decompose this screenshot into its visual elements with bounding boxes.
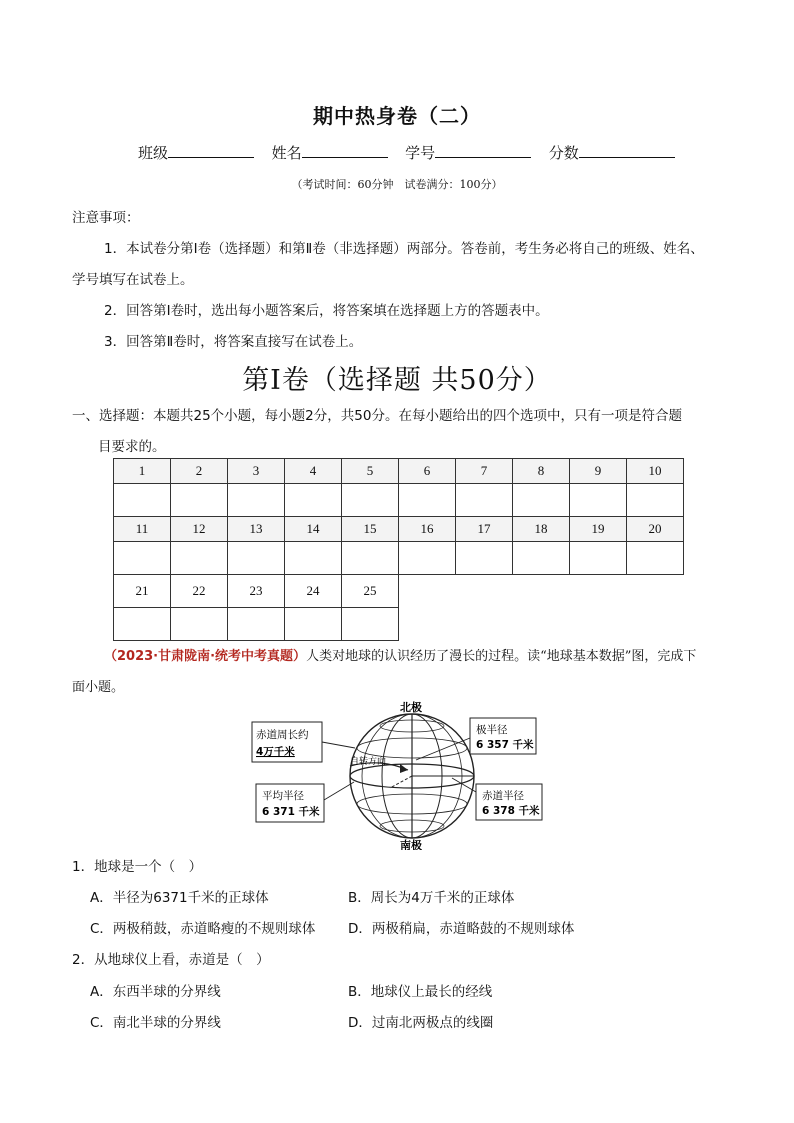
grid-number: 6 <box>399 459 456 484</box>
note-item-1-cont: 学号填写在试卷上。 <box>72 272 194 288</box>
grid-number: 14 <box>285 517 342 542</box>
grid-blank-area <box>399 608 684 641</box>
answer-cell[interactable] <box>114 542 171 575</box>
answer-cell[interactable] <box>399 542 456 575</box>
note-item-1: 1．本试卷分第Ⅰ卷（选择题）和第Ⅱ卷（非选择题）两部分。答卷前，考生务必将自己的班级、姓名、 <box>104 241 704 257</box>
grid-number: 16 <box>399 517 456 542</box>
question-1-option-c[interactable]: C．两极稍鼓，赤道略瘦的不规则球体 <box>90 921 316 937</box>
grid-number: 10 <box>627 459 684 484</box>
avg-radius-label: 平均半径 <box>262 790 304 802</box>
student-id-label: 学号 <box>405 144 436 162</box>
callout-line <box>416 738 470 760</box>
answer-cell[interactable] <box>513 542 570 575</box>
earth-diagram <box>240 700 560 850</box>
answer-cell[interactable] <box>342 608 399 641</box>
question-1-stem: 1．地球是一个（ ） <box>72 859 203 875</box>
grid-number: 17 <box>456 517 513 542</box>
grid-number: 7 <box>456 459 513 484</box>
passage-line-1 <box>104 645 696 664</box>
callout-line <box>322 742 355 748</box>
answer-cell[interactable] <box>171 608 228 641</box>
avg-radius-value: 6 371 千米 <box>262 806 320 818</box>
answer-cell[interactable] <box>171 542 228 575</box>
answer-cell[interactable] <box>228 608 285 641</box>
grid-number: 24 <box>285 575 342 608</box>
section-title: 第Ⅰ卷（选择题 共50分） <box>242 365 552 396</box>
score-blank[interactable] <box>579 143 675 158</box>
grid-number: 18 <box>513 517 570 542</box>
equator-circ-value: 4万千米 <box>256 746 295 758</box>
north-pole-label: 北极 <box>400 701 422 714</box>
section-instruction-cont: 目要求的。 <box>98 439 166 455</box>
answer-cell[interactable] <box>399 484 456 517</box>
answer-cell[interactable] <box>285 484 342 517</box>
note-item-2: 2．回答第Ⅰ卷时，选出每小题答案后，将答案填在选择题上方的答题表中。 <box>104 303 549 319</box>
note-item-3: 3．回答第Ⅱ卷时，将答案直接写在试卷上。 <box>104 334 363 350</box>
answer-cell[interactable] <box>570 542 627 575</box>
grid-number: 12 <box>171 517 228 542</box>
grid-number: 23 <box>228 575 285 608</box>
answer-cell[interactable] <box>627 542 684 575</box>
grid-number: 22 <box>171 575 228 608</box>
polar-radius-label: 极半径 <box>476 724 508 736</box>
grid-number: 11 <box>114 517 171 542</box>
grid-number: 21 <box>114 575 171 608</box>
south-pole-label: 南极 <box>400 839 422 850</box>
grid-number: 19 <box>570 517 627 542</box>
answer-cell[interactable] <box>627 484 684 517</box>
answer-cell[interactable] <box>342 484 399 517</box>
answer-cell[interactable] <box>228 484 285 517</box>
name-blank[interactable] <box>302 143 388 158</box>
student-info-line <box>138 142 675 163</box>
answer-cell[interactable] <box>342 542 399 575</box>
grid-number: 15 <box>342 517 399 542</box>
question-1-option-b[interactable]: B．周长为4万千米的正球体 <box>348 890 515 906</box>
grid-number: 3 <box>228 459 285 484</box>
polar-radius-value: 6 357 千米 <box>476 739 534 751</box>
equatorial-radius-value: 6 378 千米 <box>482 805 540 817</box>
class-blank[interactable] <box>168 143 254 158</box>
grid-number: 4 <box>285 459 342 484</box>
grid-number: 9 <box>570 459 627 484</box>
grid-number: 5 <box>342 459 399 484</box>
source-tag: （2023·甘肃陇南·统考中考真题） <box>104 649 307 664</box>
answer-cell[interactable] <box>513 484 570 517</box>
answer-cell[interactable] <box>114 484 171 517</box>
student-id-blank[interactable] <box>435 143 531 158</box>
answer-cell[interactable] <box>285 542 342 575</box>
grid-blank-area <box>399 575 684 608</box>
answer-cell[interactable] <box>285 608 342 641</box>
notes-heading: 注意事项： <box>72 210 140 226</box>
score-label: 分数 <box>548 144 579 162</box>
passage-text: 人类对地球的认识经历了漫长的过程。读“地球基本数据”图，完成下 <box>306 649 697 664</box>
passage-line-2: 面小题。 <box>72 680 125 695</box>
section-instruction: 一、选择题：本题共25个小题，每小题2分，共50分。在每小题给出的四个选项中，只有一项是符合题 <box>72 408 682 424</box>
grid-number: 25 <box>342 575 399 608</box>
answer-cell[interactable] <box>171 484 228 517</box>
arrow-head-icon <box>400 764 408 773</box>
page-title: 期中热身卷（二） <box>313 104 481 128</box>
grid-number: 2 <box>171 459 228 484</box>
name-label: 姓名 <box>271 144 302 162</box>
answer-cell[interactable] <box>456 484 513 517</box>
answer-cell[interactable] <box>570 484 627 517</box>
question-1-option-a[interactable]: A．半径为6371千米的正球体 <box>90 890 269 906</box>
answer-cell[interactable] <box>456 542 513 575</box>
exam-info: （考试时间：60分钟 试卷满分：100分） <box>291 178 503 191</box>
callout-line <box>324 782 354 800</box>
grid-number: 8 <box>513 459 570 484</box>
equator-circ-label: 赤道周长约 <box>256 729 309 741</box>
question-2-stem: 2．从地球仪上看，赤道是（ ） <box>72 952 270 968</box>
question-2-option-a[interactable]: A．东西半球的分界线 <box>90 984 221 1000</box>
question-1-option-d[interactable]: D．两极稍扁，赤道略鼓的不规则球体 <box>348 921 575 937</box>
answer-cell[interactable] <box>114 608 171 641</box>
grid-number: 20 <box>627 517 684 542</box>
class-label: 班级 <box>138 144 169 162</box>
grid-number: 13 <box>228 517 285 542</box>
question-2-option-c[interactable]: C．南北半球的分界线 <box>90 1015 221 1031</box>
radius-line <box>390 776 412 788</box>
answer-grid <box>113 458 684 641</box>
question-2-option-b[interactable]: B．地球仪上最长的经线 <box>348 984 493 1000</box>
answer-cell[interactable] <box>228 542 285 575</box>
equatorial-radius-label: 赤道半径 <box>482 790 524 802</box>
rotation-label: 自转方向 <box>350 757 387 767</box>
question-2-option-d[interactable]: D．过南北两极点的线圈 <box>348 1015 494 1031</box>
grid-number: 1 <box>114 459 171 484</box>
